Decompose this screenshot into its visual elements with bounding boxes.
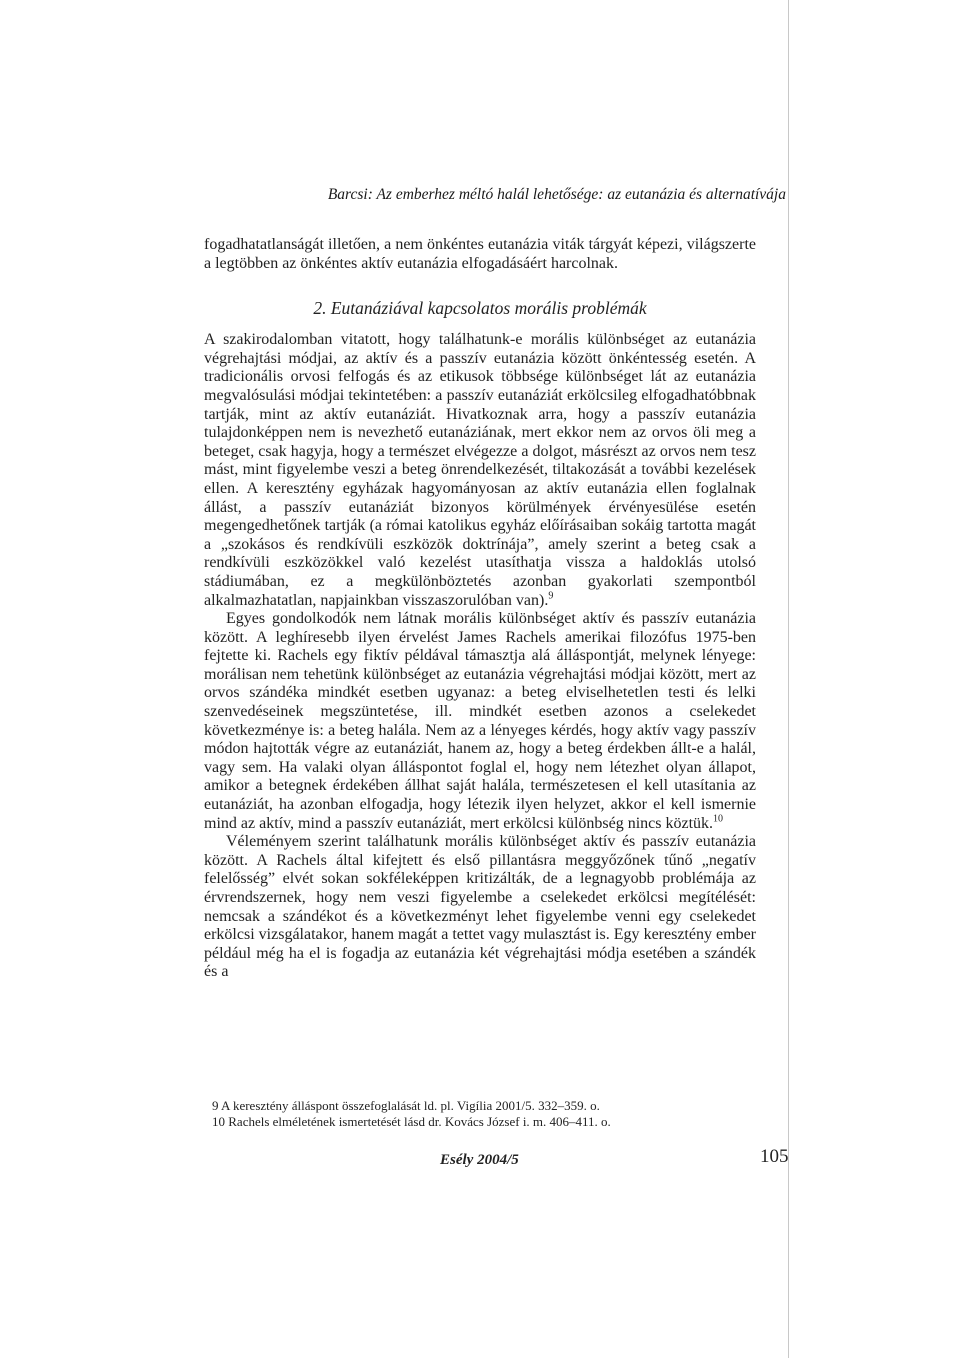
running-head: Barcsi: Az emberhez méltó halál lehetősége: az eutanázia és alternatívája [327, 186, 786, 203]
paragraph-intro: fogadhatatlanságát illetően, a nem önkéntes eutanázia viták tárgyát képezi, világszerte a legtöbben az önkéntes aktív eutanázia elfogadásáért harcolnak. [204, 236, 756, 272]
footnote-ref-10[interactable]: 10 [713, 813, 724, 825]
paragraph-1-text: A szakirodalomban vitatott, hogy találhatunk-e morális különbséget az eutanázia végrehajtási módjai, az aktív és a passzív eutanázia között önkéntesség esetén. A tradicionális orvosi felfogás és az etikusok többsége különbséget lát az eutanázia megvalósulási módjai tekintetében: a passzív eutanáziát erkölcsileg elfogadhatóbbnak tartják, mint az aktív eutanáziát. Hivatkoznak arra, hogy a passzív eutanázia tulajdonképpen nem is nevezhető eutanáziának, mert ekkor nem az orvos öli meg a beteget, csak hagyja, hogy a természet elvégezze a dolgot, másrészt az orvos nem tesz mást, mint figyelembe veszi a beteg önrendelkezését, tiltakozását a további kezelések ellen. A keresztény egyházak hagyományosan az aktív eutanázia ellen foglalnak állást, a passzív eutanáziát bizonyos körülmények érvényesülése esetén megengedhetőnek tartják (a római katolikus egyház előírásaiban sokáig tartotta magát a „szokásos és rendkívüli eszközök doktrínája”, amely szerint a beteg csak a rendkívüli eszközökkel való kezelést utasíthatja vissza a haldoklás utolsó stádiumában, ez a megkülönböztetés azonban gyakorlati szempontból alkalmazhatatlan, napjainkban visszaszorulóban van). [204, 331, 756, 609]
paragraph-3: Véleményem szerint találhatunk morális különbséget aktív és passzív eutanázia között. A Rachels által kifejtett és első pillantásra meggyőzőnek tűnő „negatív felelősség” elvét sokan sokféleképpen kritizálták, de a legnagyobb problémája az érvrendszernek, hogy nem veszi figyelembe a cselekedet erkölcsi megítélését: nemcsak a szándékot és a következményt lehet figyelembe venni egy cselekedet erkölcsi vizsgálatakor, hanem magát a tettet vagy mulasztást is. Egy keresztény ember például még ha el is fogadja az eutanázia két végrehajtási módja esetében a szándék és a [204, 833, 756, 981]
section-heading: 2. Eutanáziával kapcsolatos morális problémák [313, 298, 647, 319]
paragraph-1 [204, 331, 756, 610]
footnote-ref-9[interactable]: 9 [548, 590, 554, 602]
footnote-10: 10 Rachels elméletének ismertetését lásd dr. Kovács József i. m. 406–411. o. [212, 1114, 611, 1129]
footnotes [212, 1098, 752, 1130]
journal-issue: Esély 2004/5 [440, 1152, 519, 1168]
paragraph-2 [204, 610, 756, 833]
page-number: 105 [760, 1146, 789, 1167]
paragraph-2-text: Egyes gondolkodók nem látnak morális különbséget aktív és passzív eutanázia között. A leghíresebb ilyen érvelést James Rachels amerikai filozófus 1975-ben fejtette ki. Rachels egy fiktív példával támasztja alá álláspontját, melynek lényege: morálisan nem tehetünk különbséget az eutanázia végrehajtási módjai között, mert az orvos szándéka mindkét esetben ugyanaz: a beteg elviselhetetlen testi és lelki szenvedéseinek megszüntetése, ill. mindkét esetben azonos a cselekedet következménye is: a beteg halála. Nem az a lényeges kérdés, hogy aktív vagy passzív módon hajtották végre az eutanáziát, hanem az, hogy a beteg érdekben állt-e a halál, vagy sem. Ha valaki olyan álláspontot foglal el, hogy nem létezhet olyan állapot, amikor a betegnek érdekében állhat saját halála, természetesen el kell utasítania az eutanáziát, ha azonban elfogadja, hogy létezik ilyen helyzet, akkor el kell ismernie mind az aktív, mind a passzív eutanáziát, mert erkölcsi különbség nincs köztük. [204, 610, 756, 832]
article-body [204, 236, 756, 982]
footnote-9: 9 A keresztény álláspont összefoglalását ld. pl. Vigília 2001/5. 332–359. o. [212, 1098, 600, 1113]
